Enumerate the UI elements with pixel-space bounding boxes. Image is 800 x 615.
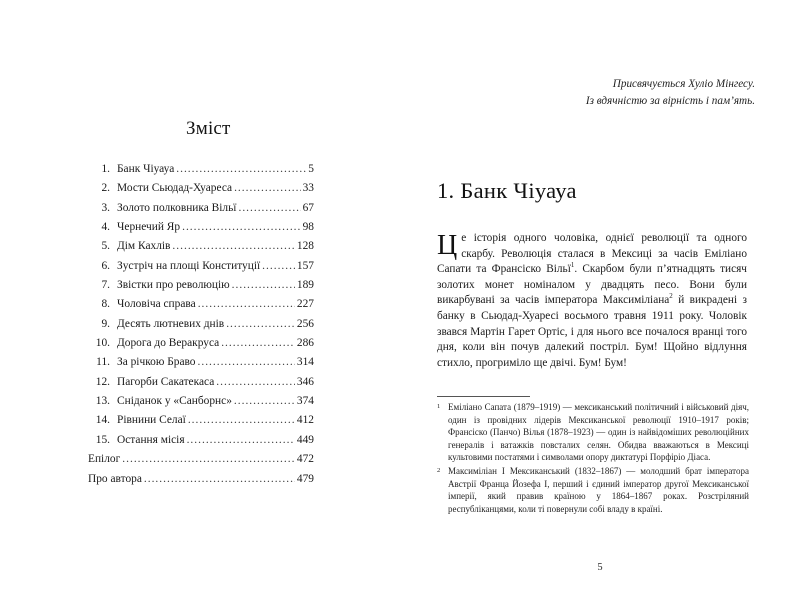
toc-entry-page: 67 [302, 201, 314, 214]
toc-entry-number: 5. [101, 240, 110, 253]
footnote-ref-1[interactable]: 1 [570, 261, 575, 270]
toc-entry[interactable] [88, 257, 314, 276]
toc-entry[interactable] [88, 373, 314, 392]
toc-entry-label: Епілог [88, 453, 121, 466]
drop-cap: Ц [437, 230, 458, 261]
footnote-marker: 1 [437, 403, 441, 410]
toc-entry-label: Банк Чіуауа [117, 163, 175, 175]
chapter-body-text [437, 231, 747, 371]
toc-entry[interactable] [88, 334, 314, 353]
chapter-title: 1. Банк Чіуауа [437, 178, 577, 203]
toc-entry-page: 189 [296, 279, 314, 292]
toc-entry-number: 4. [101, 221, 110, 234]
toc-dot-leader [122, 450, 295, 469]
toc-entry-page: 314 [296, 356, 314, 369]
dedication [495, 76, 755, 110]
toc-dot-leader [221, 334, 295, 353]
table-of-contents [88, 160, 314, 489]
toc-entry-label: Сніданок у «Санборнс» [117, 395, 232, 408]
toc-entry-label: Чоловіча справа [117, 298, 196, 311]
footnotes [437, 401, 749, 516]
toc-entry-number: 14. [95, 414, 110, 427]
toc-entry-number: 12. [95, 375, 110, 388]
toc-dot-leader [226, 315, 295, 334]
body-text-part-3: й викрадені з банку в Сьюдад-Хуаресі восьмого травня 1911 року. Чоловік звався Мартін Гарет Ортіс, і для нього все почалося вранці того дня, коли він почув далекий постріл. Бум! Щойно відлуння стихло, прогриміло ще двічі. Бум! Бум! [437, 294, 747, 369]
footnote-ref-2[interactable]: 2 [669, 292, 673, 301]
footnote-item [437, 401, 749, 464]
toc-entry[interactable] [88, 160, 314, 179]
toc-entry-number: 9. [101, 317, 110, 330]
toc-entry[interactable] [88, 411, 314, 430]
footnote-text: Максиміліан I Мексиканський (1832–1867) — молодший брат імператора Австрії Франца Йозефа I, перший і єдиний імператор другої Мексиканської імперії, який правив країною у 1864–1867 роках. Розстріляний республіканцями, коли ті повернули собі владу в країні. [448, 465, 749, 514]
toc-entry-label: Чернечий Яр [117, 221, 181, 234]
toc-entry-number: 1. [101, 163, 110, 175]
toc-entry-number: 8. [101, 298, 110, 311]
toc-entry-page: 227 [296, 298, 314, 311]
toc-entry-label: Мости Сьюдад-Хуареса [117, 182, 233, 195]
toc-entry-page: 479 [296, 472, 314, 485]
toc-entry-label: За річкою Браво [117, 356, 196, 369]
toc-entry[interactable] [88, 470, 314, 489]
body-text-part-1: е історія одного чоловіка, однієї революції та одного скарбу. Революція сталася в Мексиці за часів Еміліано Сапати та Франсіско Вільї [437, 232, 747, 276]
dedication-line-1: Присвячується Хуліо Мінгесу. [612, 78, 755, 90]
toc-entry-page: 256 [296, 317, 314, 330]
toc-entry-label: Десять лютневих днів [117, 317, 225, 330]
toc-entry-page: 472 [296, 453, 314, 466]
toc-dot-leader [172, 237, 294, 256]
toc-entry-label: Звістки про революцію [117, 279, 230, 292]
toc-dot-leader [216, 373, 295, 392]
toc-entry-page: 449 [296, 433, 314, 446]
toc-entry[interactable] [88, 179, 314, 198]
right-page-chapter [400, 0, 800, 615]
toc-entry[interactable] [88, 199, 314, 218]
toc-dot-leader [187, 431, 295, 450]
toc-dot-leader [262, 257, 295, 276]
toc-entry-page: 5 [308, 163, 314, 175]
body-text-part-2: . Скарбом були п’ятнадцять тисяч золотих монет номіналом у двадцять песо. Вони були викарбувані за часів імператора Максиміліана [437, 263, 747, 307]
toc-entry-number: 11. [96, 356, 110, 369]
toc-entry-label: Про автора [88, 472, 142, 485]
toc-entry-label: Золото полковника Вільї [117, 201, 237, 214]
toc-entry-label: Рівнини Селаї [117, 414, 186, 427]
footnote-marker: 2 [437, 466, 441, 474]
toc-dot-leader [238, 199, 300, 218]
toc-entry-number: 2. [101, 182, 110, 195]
toc-dot-leader [234, 392, 295, 411]
toc-dot-leader [144, 470, 295, 489]
page-number: 5 [597, 562, 603, 573]
toc-entry-page: 157 [296, 259, 314, 272]
toc-entry-page: 286 [296, 337, 314, 350]
toc-entry-label: Остання місія [117, 433, 185, 446]
toc-entry-number: 15. [95, 433, 110, 446]
toc-entry[interactable] [88, 276, 314, 295]
toc-entry-label: Дорога до Веракруса [117, 337, 220, 350]
toc-entry[interactable] [88, 295, 314, 314]
toc-entry-number: 6. [101, 259, 110, 272]
toc-entry-label: Пагорби Сакатекаса [117, 375, 215, 388]
footnote-item [437, 465, 749, 515]
toc-entry[interactable] [88, 218, 314, 237]
toc-dot-leader [176, 160, 306, 179]
toc-entry-page: 98 [302, 221, 314, 234]
footnote-text: Еміліано Сапата (1879–1919) — мексиканський політичний і військовий діяч, один із провідних лідерів Мексиканської революції 1910–1917 років; Франсіско (Панчо) Вілья (1878–1923) — один із найвідоміших революційних генералів і ватажків повсталих селян. Обидва вважаються в Мексиці культовими постатями і символами опору диктатурі Порфіріо Діаса. [448, 402, 749, 463]
footnote-separator-rule [437, 396, 530, 397]
toc-dot-leader [198, 295, 295, 314]
toc-entry[interactable] [88, 450, 314, 469]
toc-entry-page: 128 [296, 240, 314, 253]
toc-entry-page: 374 [296, 395, 314, 408]
toc-entry-number: 3. [101, 201, 110, 214]
toc-dot-leader [198, 353, 295, 372]
toc-entry-page: 346 [296, 375, 314, 388]
toc-entry-page: 33 [302, 182, 314, 195]
toc-entry[interactable] [88, 431, 314, 450]
toc-dot-leader [182, 218, 301, 237]
toc-entry[interactable] [88, 315, 314, 334]
toc-entry-number: 7. [101, 279, 110, 292]
toc-entry-label: Зустріч на площі Конституції [117, 259, 261, 272]
toc-entry-number: 10. [95, 337, 110, 350]
toc-entry[interactable] [88, 237, 314, 256]
toc-entry-page: 412 [296, 414, 314, 427]
toc-entry-label: Дім Кахлів [117, 240, 171, 253]
toc-dot-leader [232, 276, 295, 295]
toc-entry[interactable] [88, 392, 314, 411]
toc-dot-leader [188, 411, 295, 430]
contents-heading: Зміст [186, 118, 231, 139]
toc-entry[interactable] [88, 353, 314, 372]
toc-dot-leader [234, 179, 301, 198]
toc-entry-number: 13. [95, 395, 110, 408]
dedication-line-2: Із вдячністю за вірність і пам’ять. [585, 95, 755, 107]
